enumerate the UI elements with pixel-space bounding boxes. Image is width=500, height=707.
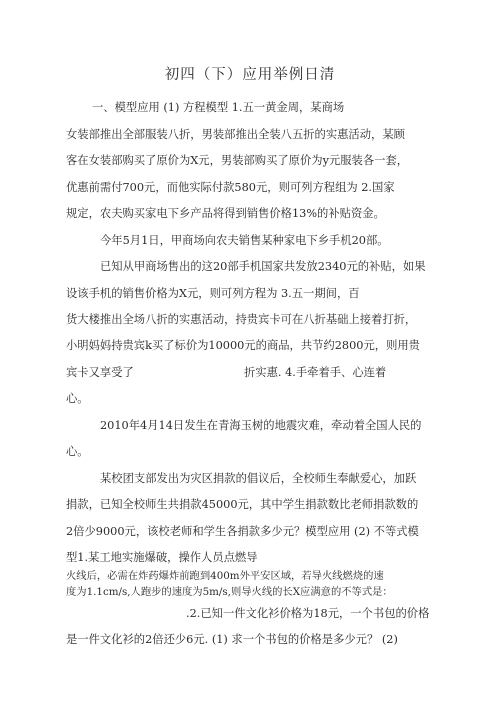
text-line: 某校团支部发出为灾区捐款的倡议后，全校师生奉献爱心，加跃 [100, 472, 417, 485]
text-line: 火线后，必需在炸药爆炸前跑到400m外平安区域，若导火线燃烧的速 [66, 570, 384, 582]
page-title: 初四（下）应用举例日清 [164, 67, 336, 83]
text-line: 折实惠. 4.手牵着手、心连着 [244, 366, 387, 379]
text-line: 2倍少9000元，该校老师和学生各捐款多少元？模型应用 (2) 不等式模 [66, 525, 419, 538]
text-line: 一、模型应用 (1) 方程模型 1.五一黄金周，某商场 [92, 101, 345, 114]
text-line: 心。 [66, 445, 89, 458]
text-line: 小明妈妈持贵宾k买了标价为10000元的商品，共节约2800元，则用贵 [66, 339, 420, 352]
text-line: 是一件文化衫的2倍还少6元. (1) 求一个书包的价格是多少元？ (2) [66, 633, 398, 646]
text-line: 设该手机的销售价格为X元，则可列方程为 3.五一期间，百 [66, 287, 360, 300]
text-line: .2.已知一件文化衫价格为18元，一个书包的价格 [186, 607, 430, 620]
text-line: 规定，农夫购买家电下乡产品将得到销售价格13%的补贴资金。 [66, 207, 385, 220]
text-line: 宾卡又享受了 [66, 366, 134, 379]
text-line: 客在女装部购买了原价为X元，男装部购买了原价为y元服装各一套， [66, 154, 409, 167]
text-line: 心。 [66, 392, 89, 405]
text-line: 型1.某工地实施爆破，操作人员点燃导 [66, 551, 258, 564]
text-line: 优惠前需付700元，而他实际付款580元，则可列方程组为 2.国家 [66, 181, 395, 194]
text-line: 今年5月1日，甲商场向农夫销售某种家电下乡手机20部。 [100, 234, 389, 247]
text-line: 度为1.1cm/s,人跑步的速度为5m/s,则导火线的长X应满意的不等式是： [66, 586, 393, 598]
text-line: 货大楼推出全场八折的实惠活动，持贵宾卡可在八折基础上接着打折， [66, 313, 417, 326]
text-line: 捐款，已知全校师生共捐款45000元，其中学生捐款数比老师捐款数的 [66, 498, 419, 511]
text-line: 女装部推出全部服装八折，男装部推出全装八五折的实惠活动，某顾 [66, 128, 405, 141]
text-line: 2010年4月14日发生在青海玉树的地震灾难，牵动着全国人民的 [100, 419, 422, 432]
text-line: 已知从甲商场售出的这20部手机国家共发放2340元的补贴，如果 [100, 260, 426, 273]
